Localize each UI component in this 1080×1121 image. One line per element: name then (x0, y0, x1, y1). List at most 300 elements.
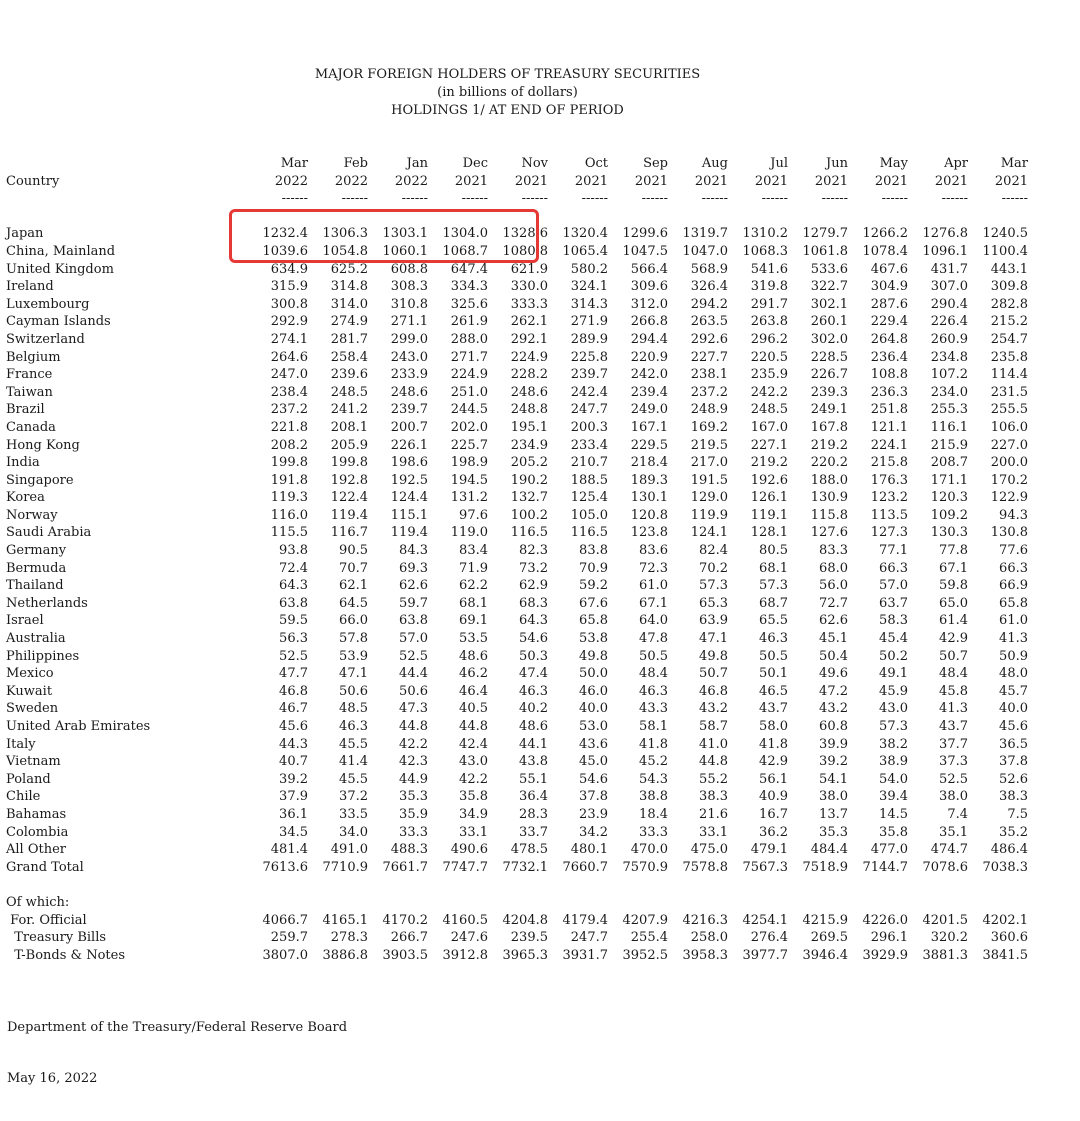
column-year: 2022 (394, 173, 428, 189)
country-name: Philippines (6, 648, 80, 664)
holding-value: 21.6 (699, 806, 728, 822)
holding-value: 38.9 (879, 754, 908, 770)
holding-value: 1047.5 (622, 243, 668, 259)
spacer-cell (908, 876, 968, 894)
column-month: Dec (462, 156, 488, 171)
holding-value: 4204.8 (502, 912, 548, 928)
holding-value: 326.4 (690, 279, 728, 295)
holding-value: 69.3 (399, 560, 428, 576)
holding-value: 287.6 (870, 296, 908, 312)
holding-value: 50.5 (639, 648, 668, 664)
holding-value: 249.1 (810, 402, 848, 418)
country-name: Brazil (6, 402, 45, 418)
holding-value: 325.6 (450, 296, 488, 312)
holding-value: 47.1 (339, 666, 368, 682)
holding-value: 294.4 (630, 331, 668, 347)
holding-value: 309.6 (630, 279, 668, 295)
holding-value: 47.2 (819, 683, 848, 699)
holding-value: 68.1 (459, 595, 488, 611)
holding-value: 33.3 (639, 824, 668, 840)
highlight-box (229, 209, 539, 263)
holding-value: 128.1 (750, 525, 788, 541)
holding-value: 205.2 (510, 455, 548, 471)
holding-value: 130.9 (810, 490, 848, 506)
holding-value: 116.7 (330, 525, 368, 541)
holding-value: 46.3 (639, 683, 668, 699)
holding-value: 57.0 (879, 578, 908, 594)
holding-value: 120.3 (930, 490, 968, 506)
holding-value: 247.6 (450, 930, 488, 946)
column-year: 2021 (634, 173, 668, 189)
holding-value: 192.6 (750, 472, 788, 488)
holding-value: 40.0 (579, 701, 608, 717)
holding-value: 127.6 (810, 525, 848, 541)
holding-value: 35.1 (939, 824, 968, 840)
holding-value: 243.0 (390, 349, 428, 365)
country-name: Israel (6, 613, 44, 629)
holding-value: 57.3 (759, 578, 788, 594)
holding-value: 106.0 (990, 419, 1028, 435)
holding-value: 65.8 (999, 595, 1028, 611)
holding-value: 35.8 (459, 789, 488, 805)
holding-value: 54.3 (639, 771, 668, 787)
holding-value: 45.2 (639, 754, 668, 770)
holding-value: 42.4 (459, 736, 488, 752)
holding-value: 49.6 (819, 666, 848, 682)
holding-value: 568.9 (690, 261, 728, 277)
spacer-cell (548, 876, 608, 894)
holding-value: 65.0 (939, 595, 968, 611)
holding-value: 47.7 (279, 666, 308, 682)
holding-value: 7747.7 (442, 859, 488, 875)
table-row (6, 384, 1028, 402)
country-name: Saudi Arabia (6, 525, 92, 541)
holdings-table (6, 155, 1028, 964)
holding-value: 61.0 (999, 613, 1028, 629)
holding-value: 120.8 (630, 507, 668, 523)
holding-value: 40.0 (999, 701, 1028, 717)
holding-value: 50.9 (999, 648, 1028, 664)
document-footer (7, 985, 347, 1121)
holding-value: 45.6 (999, 719, 1028, 734)
column-month: May (879, 156, 908, 171)
column-month: Mar (1000, 156, 1028, 171)
country-name: Colombia (6, 824, 69, 840)
holding-value: 474.7 (930, 842, 968, 858)
holding-value: 46.3 (339, 719, 368, 734)
holding-value: 218.4 (630, 455, 668, 471)
holding-value: 227.1 (750, 437, 788, 453)
country-name: Bermuda (6, 560, 67, 576)
holding-value: 302.1 (810, 296, 848, 312)
holding-value: 200.3 (570, 419, 608, 435)
spacer-cell (788, 876, 848, 894)
holding-value: 114.4 (990, 367, 1028, 383)
country-name: Chile (6, 789, 41, 805)
holding-value: 57.3 (699, 578, 728, 594)
holding-value: 242.2 (750, 384, 788, 400)
country-name: Thailand (6, 578, 64, 594)
holding-value: 34.9 (459, 806, 488, 822)
holding-value: 208.7 (930, 455, 968, 471)
holding-value: 225.8 (570, 349, 608, 365)
holding-value: 491.0 (330, 842, 368, 858)
holding-value: 255.3 (930, 402, 968, 418)
holding-value: 4215.9 (802, 912, 848, 928)
holding-value: 274.1 (270, 331, 308, 347)
column-month: Mar (280, 156, 308, 171)
holding-value: 7.4 (947, 806, 968, 822)
holding-value: 237.2 (270, 402, 308, 418)
spacer-cell (668, 894, 728, 912)
holding-value: 132.7 (510, 490, 548, 506)
holding-value: 625.2 (330, 261, 368, 277)
country-name: Sweden (6, 701, 59, 717)
holding-value: 1266.2 (862, 226, 908, 242)
holding-value: 3903.5 (382, 947, 428, 963)
holding-value: 255.5 (990, 402, 1028, 418)
holding-value: 60.8 (819, 719, 848, 734)
holding-value: 46.3 (759, 631, 788, 647)
column-year: 2021 (754, 173, 788, 189)
holding-value: 115.1 (390, 507, 428, 523)
holding-value: 7.5 (1007, 806, 1028, 822)
holding-value: 1054.8 (322, 243, 368, 259)
holding-value: 289.9 (570, 331, 608, 347)
holding-value: 34.5 (279, 824, 308, 840)
holding-value: 192.5 (390, 472, 428, 488)
table-row (6, 859, 1028, 877)
holding-value: 66.3 (999, 560, 1028, 576)
holding-value: 262.1 (510, 314, 548, 330)
holding-value: 46.8 (279, 683, 308, 699)
holding-value: 119.3 (270, 490, 308, 506)
holding-value: 278.3 (330, 930, 368, 946)
holding-value: 69.1 (459, 613, 488, 629)
holding-value: 234.0 (930, 384, 968, 400)
country-name: Kuwait (6, 683, 53, 699)
holding-value: 169.2 (690, 419, 728, 435)
holding-value: 3958.3 (682, 947, 728, 963)
holding-value: 116.5 (570, 525, 608, 541)
country-name: China, Mainland (6, 243, 116, 259)
holding-value: 105.0 (570, 507, 608, 523)
holding-value: 431.7 (930, 261, 968, 277)
holding-value: 242.0 (630, 367, 668, 383)
holding-value: 330.0 (510, 279, 548, 295)
spacer-cell (608, 208, 668, 226)
holding-value: 248.6 (390, 384, 428, 400)
holding-value: 38.0 (939, 789, 968, 805)
holding-value: 48.6 (459, 648, 488, 664)
column-year: 2022 (334, 173, 368, 189)
country-name: Hong Kong (6, 437, 80, 453)
country-name: United Arab Emirates (6, 719, 151, 734)
holding-value: 199.8 (270, 455, 308, 471)
table-row (6, 736, 1028, 754)
column-dash: ------ (1001, 191, 1028, 207)
holding-value: 309.8 (990, 279, 1028, 295)
table-row (6, 419, 1028, 437)
country-name: India (6, 455, 40, 471)
holding-value: 219.2 (750, 455, 788, 471)
holding-value: 35.8 (879, 824, 908, 840)
holding-value: 244.5 (450, 402, 488, 418)
holding-value: 130.3 (930, 525, 968, 541)
column-year: 2021 (514, 173, 548, 189)
holding-value: 248.8 (510, 402, 548, 418)
spacer-cell (368, 876, 428, 894)
holding-value: 48.4 (939, 666, 968, 682)
holding-value: 7518.9 (802, 859, 848, 875)
spacer-row (6, 876, 1028, 894)
holding-value: 65.3 (699, 595, 728, 611)
document-subtitle-holdings: HOLDINGS 1/ AT END OF PERIOD (391, 103, 624, 118)
holding-value: 3965.3 (502, 947, 548, 963)
holding-value: 36.1 (279, 806, 308, 822)
table-row (6, 841, 1028, 859)
holding-value: 215.2 (990, 314, 1028, 330)
column-month: Jul (770, 156, 788, 171)
holding-value: 130.8 (990, 525, 1028, 541)
holding-value: 62.9 (519, 578, 548, 594)
holding-value: 62.6 (399, 578, 428, 594)
holding-value: 45.8 (939, 683, 968, 699)
holding-value: 38.2 (879, 736, 908, 752)
holding-value: 258.4 (330, 349, 368, 365)
holding-value: 242.4 (570, 384, 608, 400)
holding-value: 47.8 (639, 631, 668, 647)
holding-value: 45.1 (819, 631, 848, 647)
holding-value: 45.9 (879, 683, 908, 699)
country-name: Italy (6, 736, 36, 752)
holding-value: 231.5 (990, 384, 1028, 400)
holding-value: 68.3 (519, 595, 548, 611)
holding-value: 247.0 (270, 367, 308, 383)
holding-value: 235.9 (750, 367, 788, 383)
holding-value: 53.8 (579, 631, 608, 647)
holding-value: 48.6 (519, 719, 548, 734)
holding-value: 14.5 (879, 806, 908, 822)
holding-value: 33.7 (519, 824, 548, 840)
holding-value: 479.1 (750, 842, 788, 858)
table-row (6, 296, 1028, 314)
holding-value: 70.7 (339, 560, 368, 576)
holding-value: 1060.1 (382, 243, 428, 259)
holding-value: 64.5 (339, 595, 368, 611)
holding-value: 49.8 (579, 648, 608, 664)
holding-value: 72.7 (819, 595, 848, 611)
table-row (6, 331, 1028, 349)
holding-value: 312.0 (630, 296, 668, 312)
holding-value: 129.0 (690, 490, 728, 506)
column-dash: ------ (341, 191, 368, 207)
holding-value: 13.7 (819, 806, 848, 822)
holding-value: 39.4 (879, 789, 908, 805)
holding-value: 299.0 (390, 331, 428, 347)
spacer-cell (908, 894, 968, 912)
country-name: Luxembourg (6, 296, 90, 312)
holding-value: 65.5 (759, 613, 788, 629)
holding-value: 259.7 (270, 930, 308, 946)
holding-value: 48.4 (639, 666, 668, 682)
holding-value: 18.4 (639, 806, 668, 822)
holding-value: 3912.8 (442, 947, 488, 963)
country-name: Norway (6, 507, 58, 523)
holding-value: 55.2 (699, 771, 728, 787)
holding-value: 43.0 (879, 701, 908, 717)
column-dash: ------ (521, 191, 548, 207)
holding-value: 1047.0 (682, 243, 728, 259)
holding-value: 116.5 (510, 525, 548, 541)
spacer-cell (968, 876, 1028, 894)
holding-value: 37.8 (579, 789, 608, 805)
holding-value: 541.6 (750, 261, 788, 277)
table-row (6, 507, 1028, 525)
country-name: Korea (6, 490, 45, 506)
holding-value: 191.8 (270, 472, 308, 488)
of-which-label: Of which: (6, 894, 70, 910)
holding-value: 224.9 (450, 367, 488, 383)
holding-value: 294.2 (690, 296, 728, 312)
holding-value: 281.7 (330, 331, 368, 347)
holding-value: 296.1 (870, 930, 908, 946)
holding-value: 291.7 (750, 296, 788, 312)
holding-value: 1065.4 (562, 243, 608, 259)
holding-value: 276.4 (750, 930, 788, 946)
spacer-cell (848, 876, 908, 894)
document-subtitle: (in billions of dollars) (437, 85, 578, 100)
holding-value: 42.9 (939, 631, 968, 647)
holding-value: 258.0 (690, 930, 728, 946)
table-row (6, 612, 1028, 630)
holding-value: 45.5 (339, 771, 368, 787)
holding-value: 42.2 (399, 736, 428, 752)
holding-value: 42.3 (399, 754, 428, 770)
holding-value: 62.1 (339, 578, 368, 594)
holding-value: 228.2 (510, 367, 548, 383)
country-name: Australia (6, 631, 66, 647)
holding-value: 115.8 (810, 507, 848, 523)
column-dash: ------ (461, 191, 488, 207)
country-name: Grand Total (6, 859, 84, 875)
holding-value: 64.3 (279, 578, 308, 594)
table-row (6, 454, 1028, 472)
holding-value: 126.1 (750, 490, 788, 506)
spacer-cell (968, 894, 1028, 912)
holding-value: 621.9 (510, 261, 548, 277)
holding-value: 315.9 (270, 279, 308, 295)
holding-value: 475.0 (690, 842, 728, 858)
document-title: MAJOR FOREIGN HOLDERS OF TREASURY SECURITIES (314, 67, 701, 82)
holding-value: 40.5 (459, 701, 488, 717)
spacer-cell (488, 876, 548, 894)
holding-value: 239.7 (570, 367, 608, 383)
column-dash: ------ (881, 191, 908, 207)
holding-value: 251.0 (450, 384, 488, 400)
holding-value: 125.4 (570, 490, 608, 506)
column-dash: ------ (761, 191, 788, 207)
holding-value: 490.6 (450, 842, 488, 858)
holding-value: 50.3 (519, 648, 548, 664)
holding-value: 66.3 (879, 560, 908, 576)
table-row (6, 753, 1028, 771)
holding-value: 314.8 (330, 279, 368, 295)
holding-value: 46.4 (459, 683, 488, 699)
holding-value: 65.8 (579, 613, 608, 629)
holding-value: 124.1 (690, 525, 728, 541)
holding-value: 3929.9 (862, 947, 908, 963)
holding-value: 46.5 (759, 683, 788, 699)
holding-value: 47.1 (699, 631, 728, 647)
spacer-cell (908, 208, 968, 226)
holding-value: 4202.1 (982, 912, 1028, 928)
holding-value: 248.5 (330, 384, 368, 400)
holding-value: 16.7 (759, 806, 788, 822)
holding-value: 52.5 (279, 648, 308, 664)
holding-value: 43.3 (639, 701, 668, 717)
holding-value: 41.3 (939, 701, 968, 717)
holding-value: 307.0 (930, 279, 968, 295)
holding-value: 50.7 (699, 666, 728, 682)
holding-value: 300.8 (270, 296, 308, 312)
holding-value: 308.3 (390, 279, 428, 295)
holding-value: 82.4 (699, 543, 728, 559)
holding-value: 215.9 (930, 437, 968, 453)
spacer-cell (608, 894, 668, 912)
holding-value: 130.1 (630, 490, 668, 506)
holding-value: 334.3 (450, 279, 488, 295)
table-row (6, 648, 1028, 666)
holding-value: 34.0 (339, 824, 368, 840)
holding-value: 63.9 (699, 613, 728, 629)
table-row (6, 630, 1028, 648)
holding-value: 322.7 (810, 279, 848, 295)
table-row (6, 577, 1028, 595)
holding-value: 67.1 (939, 560, 968, 576)
table-row (6, 542, 1028, 560)
holding-value: 53.0 (579, 719, 608, 734)
column-year: 2021 (934, 173, 968, 189)
holding-value: 1299.6 (622, 226, 668, 242)
holding-value: 57.3 (879, 719, 908, 734)
holding-value: 7660.7 (562, 859, 608, 875)
table-row (6, 683, 1028, 701)
holding-value: 67.1 (639, 595, 668, 611)
holding-value: 33.1 (699, 824, 728, 840)
country-name: Belgium (6, 349, 61, 365)
holding-value: 239.3 (810, 384, 848, 400)
holding-value: 44.1 (519, 736, 548, 752)
holding-value: 198.6 (390, 455, 428, 471)
holding-value: 63.8 (399, 613, 428, 629)
spacer-cell (608, 876, 668, 894)
holding-value: 119.4 (390, 525, 428, 541)
holding-value: 234.9 (510, 437, 548, 453)
holding-value: 647.4 (450, 261, 488, 277)
holding-value: 271.1 (390, 314, 428, 330)
country-name: Netherlands (6, 595, 88, 611)
holding-value: 4216.3 (682, 912, 728, 928)
holding-value: 170.2 (990, 472, 1028, 488)
holding-value: 220.2 (810, 455, 848, 471)
holding-value: 71.9 (459, 560, 488, 576)
holding-value: 54.0 (879, 771, 908, 787)
holding-value: 360.6 (990, 930, 1028, 946)
holding-value: 43.2 (699, 701, 728, 717)
holding-value: 237.2 (690, 384, 728, 400)
spacer-cell (548, 894, 608, 912)
